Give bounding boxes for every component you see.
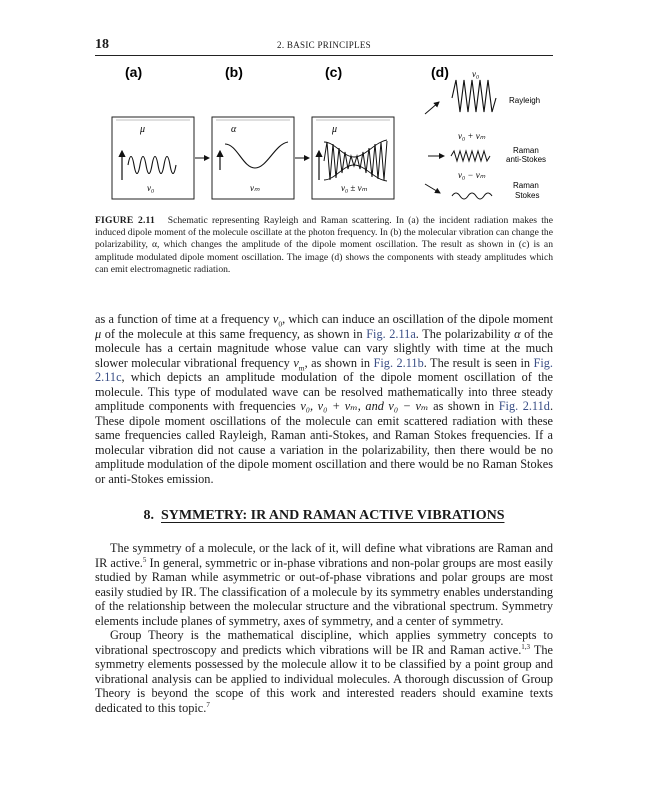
panel-c-freq: ν₀ ± νₘ bbox=[341, 183, 368, 193]
section-heading bbox=[95, 508, 553, 524]
panel-a-freq: ν₀ bbox=[147, 183, 155, 193]
ref-fig-2-11b[interactable]: Fig. 2.11b bbox=[373, 355, 424, 370]
ref-fig-2-11d[interactable]: Fig. 2.11d bbox=[498, 399, 550, 413]
panel-d-freq-top: ν₀ bbox=[472, 69, 480, 79]
label-anti-stokes-1: Raman bbox=[513, 146, 539, 155]
paragraph-1 bbox=[95, 312, 553, 486]
p2-text-1: The symmetry of a molecule, or the lack of it, will define what vibrations are Raman and IR active. bbox=[95, 541, 553, 570]
panel-b-wave bbox=[225, 142, 288, 168]
p2-citation-5: 5 bbox=[142, 555, 147, 564]
p3-citation-1-3: 1,3 bbox=[521, 642, 531, 651]
running-head: 2. BASIC PRINCIPLES bbox=[277, 40, 371, 50]
arrow-rayleigh bbox=[425, 102, 439, 114]
panel-label-b: (b) bbox=[225, 64, 243, 80]
section-title: SYMMETRY: IR AND RAMAN ACTIVE VIBRATIONS bbox=[161, 508, 505, 523]
caption-text: Schematic representing Rayleigh and Raman scattering. In (a) the incident radiation makes the induced dipole moment of the molecule oscillate at the photon frequency. In (b) the molecular vibration can change the polarizability, α, which changes the amplitude of the dipole moment oscillation. The result as shown in (c) is an amplitude modulated dipole moment oscillation. The image (d) shows the components with steady amplitudes which can emit electromagnetic radiation. bbox=[95, 215, 553, 275]
panel-a-wave bbox=[128, 157, 176, 174]
p1-text-8: , which depicts an amplitude modulation of the dipole moment oscillation of the molecule. This type of modulated wave can be resolved mathematically into three steady amplitude components with frequencies bbox=[95, 370, 553, 413]
label-stokes-1: Raman bbox=[513, 181, 539, 190]
panel-a-axis-label: μ bbox=[140, 124, 146, 135]
paragraph-2 bbox=[95, 541, 553, 715]
p1-text-10: . These dipole moment oscillations of the molecule can emit scattered radiation with these same frequencies called Rayleigh, Raman anti-Stokes, and Raman Stokes frequencies. If a molecular vibration did not cause a variation in the polarizability, then there would be no amplitude modulation of the dipole moment oscillation and there would be no Raman Stokes or anti-Stokes emission. bbox=[95, 399, 554, 486]
panel-label-c: (c) bbox=[325, 64, 343, 80]
p1-text-1: as a function of time at a frequency bbox=[95, 312, 273, 326]
p1-freqs: ν₀, ν₀ + νₘ, and ν₀ − νₘ bbox=[300, 399, 429, 413]
page-header bbox=[95, 37, 553, 56]
p1-vm: ν bbox=[293, 355, 299, 370]
p2-text-2: In general, symmetric or in-phase vibrations and non-polar groups are most easily studied by Raman while asymmetric or out-of-phase vibrations and polar groups are most easily studied by IR. The classification of a molecule by its symmetry enables understanding of the relationship between the molecular structure and the vibrational spectrum. Symmetry elements include planes of symmetry, axes of symmetry, and a center of symmetry. bbox=[95, 555, 553, 628]
figure-caption bbox=[95, 215, 553, 276]
panel-d-freq-plus: ν₀ + νₘ bbox=[458, 131, 486, 141]
label-anti-stokes-2: anti-Stokes bbox=[506, 155, 547, 164]
p3-text-2: The symmetry elements possessed by the molecule allow it to be classified by a point group and vibrational analysis can be applied to individual molecules. A thorough discussion of Group Theory is beyond the scope of this work and interested readers should examine texts dedicated to this topic. bbox=[95, 642, 553, 715]
p1-vm-sub: m bbox=[298, 362, 305, 372]
p1-text-2: , which can induce an oscillation of the dipole moment bbox=[282, 312, 553, 326]
panel-b-axis-label: α bbox=[231, 124, 237, 135]
anti-stokes-wave bbox=[451, 151, 490, 161]
p1-v0-sub: 0 bbox=[278, 319, 283, 329]
figure-label: FIGURE 2.11 bbox=[95, 215, 156, 226]
stokes-wave bbox=[452, 193, 492, 199]
panel-d-freq-minus: ν₀ − νₘ bbox=[458, 170, 486, 180]
rayleigh-wave bbox=[452, 80, 496, 112]
page-number: 18 bbox=[95, 37, 109, 52]
ref-fig-2-11a[interactable]: Fig. 2.11a bbox=[366, 326, 416, 341]
p1-text-9: as shown in bbox=[428, 399, 499, 413]
p1-text-5: of the molecule has a certain magnitude whose value can vary slightly with time at the much slower molecular vibrational frequency bbox=[95, 326, 553, 370]
p1-v0: ν bbox=[272, 312, 279, 326]
panel-c-axis-label: μ bbox=[332, 124, 338, 135]
p3-text-1: Group Theory is the mathematical discipline, which applies symmetry concepts to vibrational spectroscopy and predicts which vibrations will be IR and Raman active. bbox=[95, 628, 553, 657]
panel-c-wave bbox=[324, 141, 387, 180]
p1-alpha: α bbox=[514, 326, 521, 341]
p1-mu: μ bbox=[95, 326, 102, 341]
figure-2-11 bbox=[95, 60, 555, 210]
p1-text-3: of the molecule at this same frequency, as shown in bbox=[101, 326, 367, 341]
arrow-stokes bbox=[425, 184, 440, 193]
panel-b-freq: νₘ bbox=[250, 183, 260, 193]
panel-label-d: (d) bbox=[431, 64, 449, 80]
p1-text-4: . The polarizability bbox=[415, 326, 515, 341]
label-stokes-2: Stokes bbox=[515, 191, 540, 200]
panel-label-a: (a) bbox=[125, 64, 143, 80]
p1-text-6: , as shown in bbox=[304, 355, 374, 370]
ref-fig-2-11c[interactable]: Fig. 2.11c bbox=[95, 355, 553, 384]
label-rayleigh: Rayleigh bbox=[509, 96, 541, 105]
p1-text-7: . The result is seen in bbox=[423, 355, 534, 370]
section-number: 8. bbox=[143, 508, 155, 523]
p3-citation-7: 7 bbox=[206, 700, 210, 709]
